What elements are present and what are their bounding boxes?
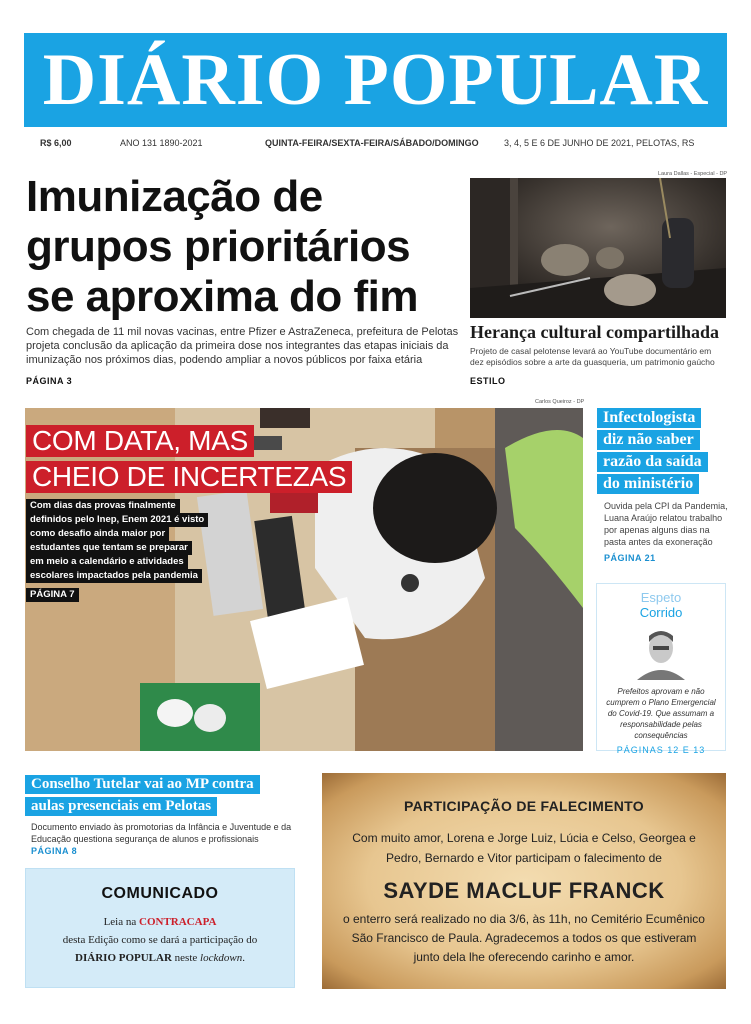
enem-text-line: Com dias das provas finalmente <box>26 499 180 513</box>
newspaper-logo: DIÁRIO POPULAR <box>42 39 709 121</box>
infecto-text: Ouvida pela CPI da Pandemia, Luana Araújo relatou trabalho por apenas alguns dias na pasta antes da exoneração <box>604 501 728 547</box>
enem-text-line: em meio a calendário e atividades <box>26 555 188 569</box>
enem-page-ref[interactable]: PÁGINA 7 <box>26 588 79 602</box>
conselho-headline-line[interactable]: Conselho Tutelar vai ao MP contra <box>25 775 260 794</box>
enem-headline-line[interactable]: COM DATA, MAS <box>26 425 254 457</box>
infecto-headline-line[interactable]: do ministério <box>597 474 699 494</box>
conselho-page-ref[interactable]: PÁGINA 8 <box>31 846 78 856</box>
enem-text-line: como desafio ainda maior por <box>26 527 169 541</box>
photo-credit: Carlos Queiroz - DP <box>535 399 585 405</box>
heranca-section[interactable]: ESTILO <box>470 376 506 386</box>
columnist-portrait <box>629 624 693 680</box>
main-lead: Com chegada de 11 mil novas vacinas, entre Pfizer e AstraZeneca, prefeitura de Pelotas projeta conclusão da aplicação da primeira dose nos integrantes das etapas iniciais da imunização nos próximos dias, podendo ampliar a novos públicos por faixa etária <box>26 326 459 366</box>
heranca-text: Projeto de casal pelotense levará ao YouTube documentário em dez episódios sobre a arte da guasqueria, um patrimonio gaúcho <box>470 346 715 367</box>
obituary-details: o enterro será realizado no dia 3/6, às 11h, no Cemitério Ecumênico São Francisco de Paula. Agradecemos a todos os que estiveram junto dela lhe oferecendo carinho e amor. <box>343 912 705 964</box>
heranca-headline[interactable]: Herança cultural compartilhada <box>470 322 719 342</box>
column-title-top: Espeto <box>640 590 682 605</box>
newspaper-name: DIÁRIO POPULAR <box>75 952 172 964</box>
main-page-ref[interactable]: PÁGINA 3 <box>26 376 73 386</box>
lockdown-word: lockdown <box>200 952 243 964</box>
headline-line: grupos prioritários <box>26 222 411 271</box>
conselho-text: Documento enviado às promotorias da Infância e Juventude e da Educação questiona segurança de alunos e profissionais <box>31 822 292 844</box>
obituary-text: Com muito amor, Lorena e Jorge Luiz, Lúcia e Celso, Georgea e Pedro, Bernardo e Vitor participam o falecimento de <box>352 831 696 865</box>
comunicado-line-2: desta Edição como se dará a participação do <box>62 934 258 946</box>
headline-line: Imunização de <box>26 172 323 221</box>
price: R$ 6,00 <box>40 138 72 148</box>
enem-text-line: estudantes que tentam se preparar <box>26 541 192 555</box>
comunicado-text: . <box>242 952 245 964</box>
comunicado-line-3 <box>26 949 294 967</box>
comunicado-text: neste <box>171 952 201 964</box>
deceased-name: SAYDE MACLUF FRANCK <box>383 878 665 903</box>
obituary-title: PARTICIPAÇÃO DE FALECIMENTO <box>404 798 644 814</box>
infecto-headline-line[interactable]: Infectologista <box>597 408 701 428</box>
comunicado-text: Leia na <box>103 916 140 928</box>
comunicado-title: COMUNICADO <box>101 885 219 902</box>
info-bar <box>40 138 727 152</box>
main-headline[interactable] <box>26 172 456 322</box>
comunicado-line-1 <box>26 913 294 931</box>
infecto-headline-line[interactable]: diz não saber <box>597 430 700 450</box>
edition-year: ANO 131 1890-2021 <box>120 138 203 148</box>
conselho-headline-line[interactable]: aulas presenciais em Pelotas <box>25 797 217 816</box>
headline-line: se aproxima do fim <box>26 272 419 321</box>
column-title-bottom: Corrido <box>639 605 683 620</box>
infecto-headline-line[interactable]: razão da saída <box>597 452 708 472</box>
enem-text-line: escolares impactados pela pandemia <box>26 569 202 583</box>
edition-days: QUINTA-FEIRA/SEXTA-FEIRA/SÁBADO/DOMINGO <box>265 138 479 148</box>
enem-text-line: definidos pelo Inep, Enem 2021 é visto <box>26 513 208 527</box>
photo-credit: Laura Dallas - Especial - DP <box>658 171 728 177</box>
obituary-notice <box>322 773 726 989</box>
heranca-photo[interactable] <box>470 178 726 318</box>
infecto-page-ref[interactable]: PÁGINA 21 <box>604 553 656 563</box>
enem-headline-line[interactable]: CHEIO DE INCERTEZAS <box>26 461 352 493</box>
edition-date: 3, 4, 5 E 6 DE JUNHO DE 2021, PELOTAS, RS <box>504 138 695 148</box>
column-quote: Prefeitos aprovam e não cumprem o Plano Emergencial do Covid-19. Que assumam a responsabilidade pelas consequências <box>606 687 716 740</box>
comunicado-body <box>26 913 294 967</box>
contracapa-link[interactable]: CONTRACAPA <box>139 916 217 928</box>
espeto-corrido-column[interactable] <box>596 583 726 755</box>
masthead <box>24 33 727 127</box>
guasqueria-photo-illustration <box>470 178 726 318</box>
comunicado-box <box>25 868 295 988</box>
column-page-ref[interactable]: PÁGINAS 12 E 13 <box>616 745 706 755</box>
